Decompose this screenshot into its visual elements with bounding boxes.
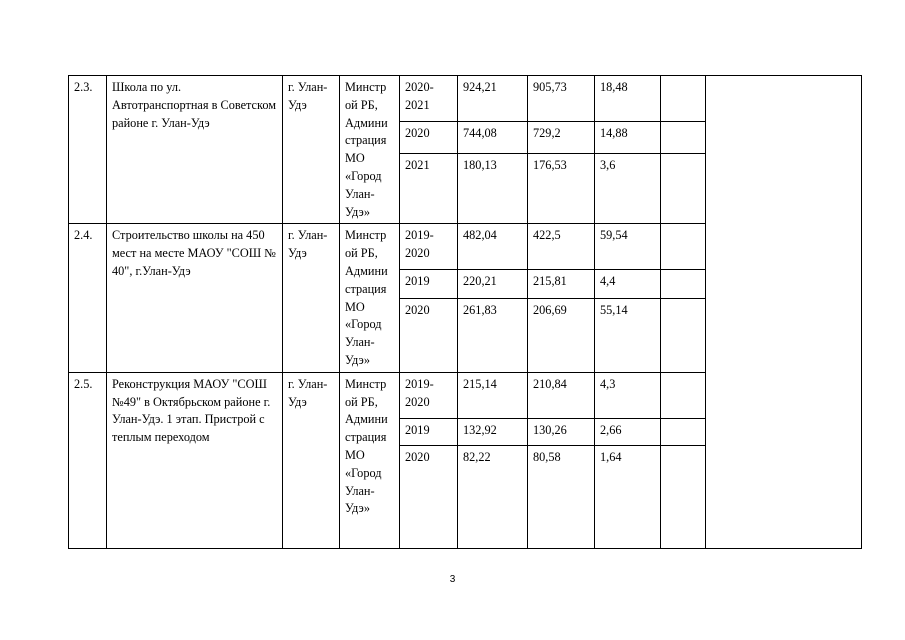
year-cell: 2020 (400, 445, 458, 548)
object-name-cell: Реконструкция МАОУ "СОШ №49" в Октябрьском районе г. Улан-Удэ. 1 этап. Пристрой с теплым переходом (107, 372, 283, 548)
document-table (68, 75, 862, 549)
location-cell: г. Улан- Удэ (283, 76, 340, 224)
item-number-cell: 2.4. (69, 224, 107, 372)
total-value-cell: 220,21 (458, 270, 528, 298)
empty-cell (661, 270, 706, 298)
regional-value-cell: 4,3 (595, 372, 661, 418)
regional-value-cell: 14,88 (595, 122, 661, 154)
federal-value-cell: 210,84 (528, 372, 595, 418)
federal-value-cell: 206,69 (528, 298, 595, 372)
total-value-cell: 924,21 (458, 76, 528, 122)
empty-cell (661, 298, 706, 372)
empty-cell (661, 372, 706, 418)
regional-value-cell: 3,6 (595, 154, 661, 224)
total-value-cell: 215,14 (458, 372, 528, 418)
total-value-cell: 180,13 (458, 154, 528, 224)
regional-value-cell: 2,66 (595, 418, 661, 445)
year-cell: 2019 (400, 270, 458, 298)
federal-value-cell: 215,81 (528, 270, 595, 298)
year-cell: 2019 (400, 418, 458, 445)
total-value-cell: 261,83 (458, 298, 528, 372)
regional-value-cell: 55,14 (595, 298, 661, 372)
federal-value-cell: 905,73 (528, 76, 595, 122)
federal-value-cell: 176,53 (528, 154, 595, 224)
federal-value-cell: 80,58 (528, 445, 595, 548)
total-value-cell: 82,22 (458, 445, 528, 548)
year-cell: 2019- 2020 (400, 224, 458, 270)
empty-cell (661, 224, 706, 270)
federal-value-cell: 729,2 (528, 122, 595, 154)
page-number: 3 (449, 574, 456, 585)
item-number-cell: 2.3. (69, 76, 107, 224)
empty-cell (661, 418, 706, 445)
total-value-cell: 132,92 (458, 418, 528, 445)
empty-cell (661, 76, 706, 122)
year-cell: 2021 (400, 154, 458, 224)
regional-value-cell: 18,48 (595, 76, 661, 122)
responsible-org-cell: Минстр ой РБ, Админи страция МО «Город Улан- Удэ» (340, 76, 400, 224)
object-name-cell: Школа по ул. Автотранспортная в Советском районе г. Улан-Удэ (107, 76, 283, 224)
responsible-org-cell: Минстр ой РБ, Админи страция МО «Город Улан- Удэ» (340, 224, 400, 372)
total-value-cell: 744,08 (458, 122, 528, 154)
year-cell: 2020 (400, 122, 458, 154)
empty-cell (661, 122, 706, 154)
federal-value-cell: 130,26 (528, 418, 595, 445)
empty-cell (661, 445, 706, 548)
year-cell: 2020- 2021 (400, 76, 458, 122)
year-cell: 2019- 2020 (400, 372, 458, 418)
federal-value-cell: 422,5 (528, 224, 595, 270)
location-cell: г. Улан- Удэ (283, 372, 340, 548)
object-name-cell: Строительство школы на 450 мест на месте МАОУ "СОШ № 40", г.Улан-Удэ (107, 224, 283, 372)
year-cell: 2020 (400, 298, 458, 372)
item-number-cell: 2.5. (69, 372, 107, 548)
location-cell: г. Улан- Удэ (283, 224, 340, 372)
total-value-cell: 482,04 (458, 224, 528, 270)
empty-cell (661, 154, 706, 224)
regional-value-cell: 4,4 (595, 270, 661, 298)
responsible-org-cell: Минстр ой РБ, Админи страция МО «Город Улан- Удэ» (340, 372, 400, 548)
regional-value-cell: 59,54 (595, 224, 661, 270)
regional-value-cell: 1,64 (595, 445, 661, 548)
empty-right-cell (706, 76, 862, 549)
table-row (69, 76, 862, 122)
